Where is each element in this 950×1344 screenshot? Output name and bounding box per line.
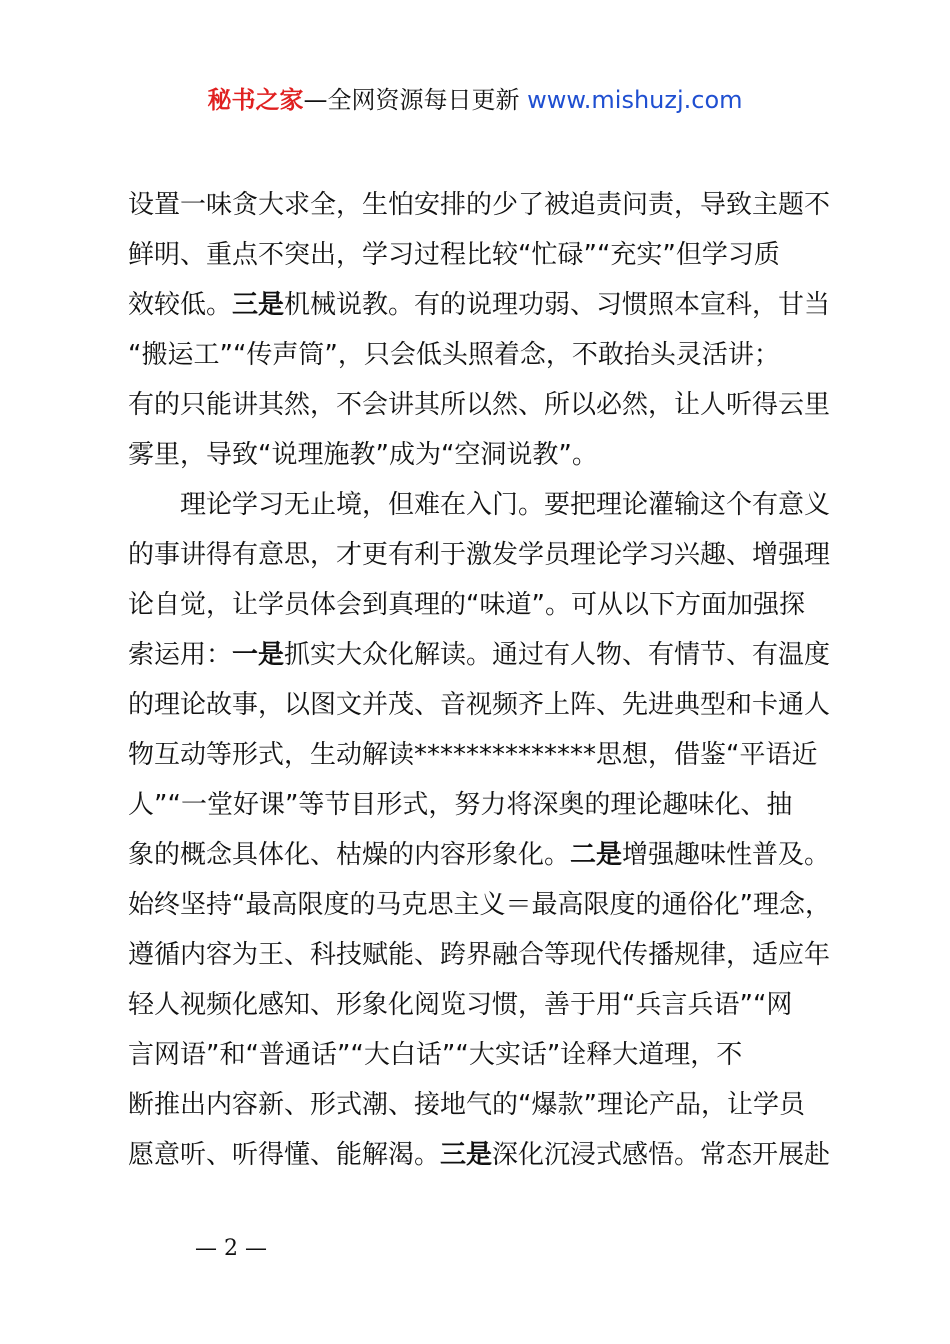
site-slogan: —全网资源每日更新 (303, 86, 528, 114)
text-line: 愿意听、听得懂、能解渴。三是深化沉浸式感悟。常态开展赴 (128, 1140, 831, 1170)
text-line: 设置一味贪大求全，生怕安排的少了被追责问责，导致主题不 (128, 190, 831, 220)
site-url-link[interactable]: www.mishuzj.com (527, 86, 743, 114)
text-line: 言网语”和“普通话”“大白话”“大实话”诠释大道理，不 (128, 1040, 743, 1070)
text-line: 有的只能讲其然，不会讲其所以然、所以必然，让人听得云里 (128, 390, 831, 420)
page-number: — 2 — (195, 1236, 267, 1261)
site-header (0, 80, 950, 115)
text-line: 雾里，导致“说理施教”成为“空洞说教”。 (128, 440, 598, 470)
bold-keyword: 二是 (570, 840, 623, 870)
bold-keyword: 三是 (440, 1140, 493, 1170)
text-line: 的事讲得有意思，才更有利于激发学员理论学习兴趣、增强理 (128, 540, 831, 570)
paragraph-start-line: 理论学习无止境，但难在入门。要把理论灌输这个有意义 (180, 490, 831, 520)
site-brand: 秘书之家 (207, 86, 304, 114)
text-line: 人”“一堂好课”等节目形式，努力将深奥的理论趣味化、抽 (128, 790, 793, 820)
text-line: 断推出内容新、形式潮、接地气的“爆款”理论产品，让学员 (128, 1090, 805, 1120)
text-line: 鲜明、重点不突出，学习过程比较“忙碌”“充实”但学习质 (128, 240, 780, 270)
text-line: 效较低。三是机械说教。有的说理功弱、习惯照本宣科，甘当 (128, 290, 831, 320)
text-line: 索运用：一是抓实大众化解读。通过有人物、有情节、有温度 (128, 640, 831, 670)
document-body (128, 180, 838, 1180)
text-line: 遵循内容为王、科技赋能、跨界融合等现代传播规律，适应年 (128, 940, 831, 970)
text-line: 轻人视频化感知、形象化阅览习惯，善于用“兵言兵语”“网 (128, 990, 793, 1020)
text-line: 象的概念具体化、枯燥的内容形象化。二是增强趣味性普及。 (128, 840, 831, 870)
text-line: 始终坚持“最高限度的马克思主义＝最高限度的通俗化”理念， (128, 890, 831, 920)
text-line: 物互动等形式，生动解读**************思想，借鉴“平语近 (128, 740, 818, 770)
text-line: 论自觉，让学员体会到真理的“味道”。可从以下方面加强探 (128, 590, 805, 620)
bold-keyword: 三是 (232, 290, 285, 320)
text-line: “搬运工”“传声筒”，只会低头照着念，不敢抬头灵活讲； (128, 340, 780, 370)
bold-keyword: 一是 (232, 640, 285, 670)
text-line: 的理论故事，以图文并茂、音视频齐上阵、先进典型和卡通人 (128, 690, 831, 720)
